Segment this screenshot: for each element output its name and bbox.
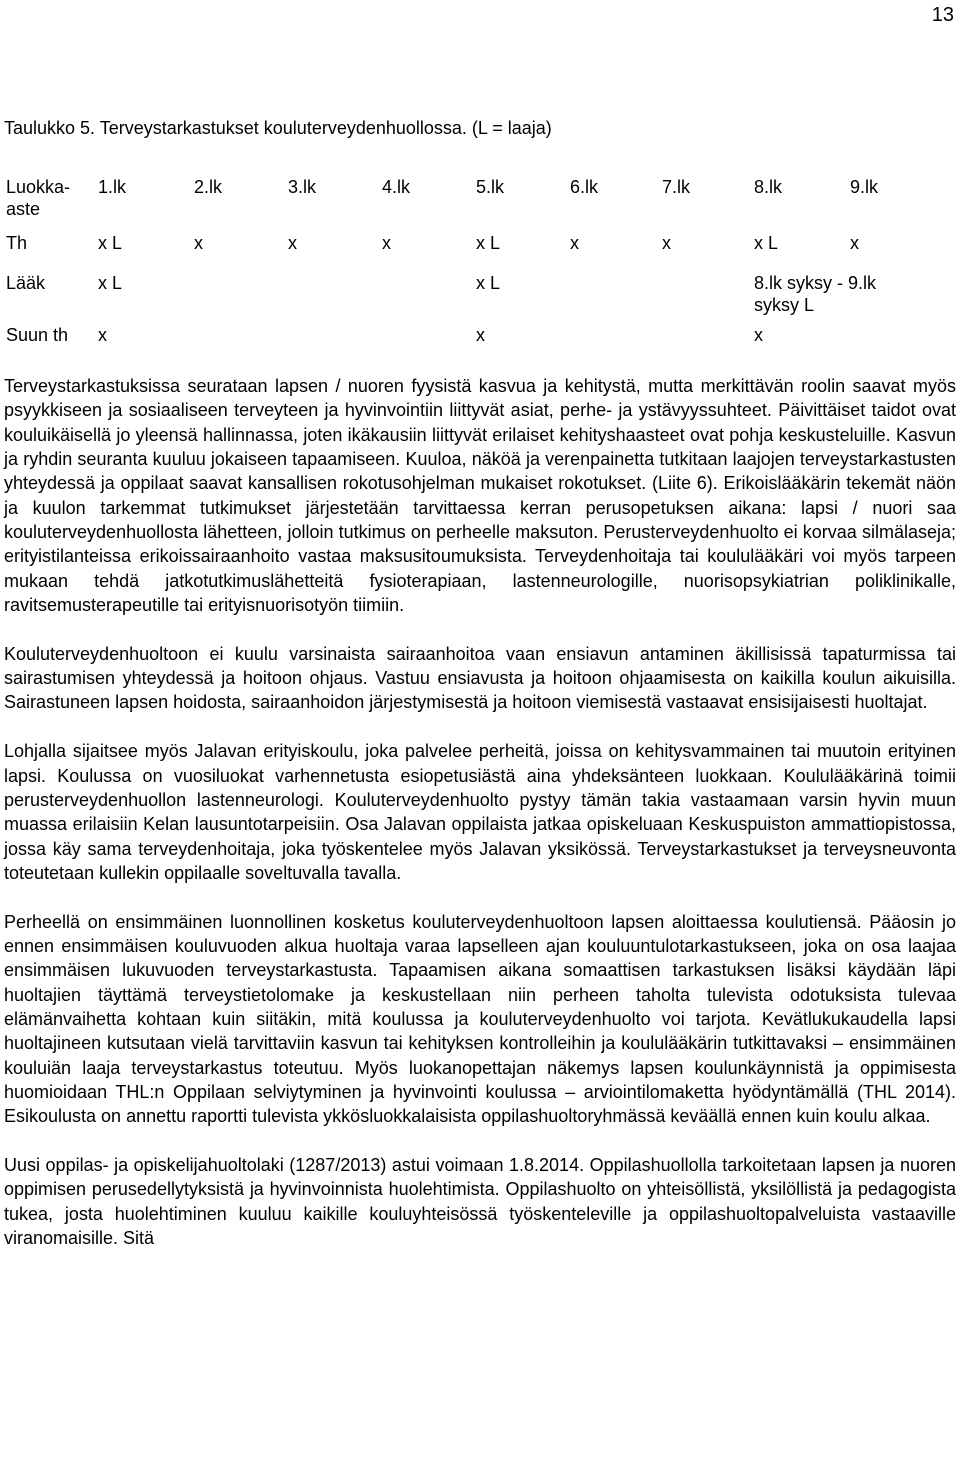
table-cell: x [570, 233, 579, 253]
header-cell: 2.lk [194, 177, 223, 197]
table-cell: x [382, 233, 391, 253]
table-cell: x [98, 325, 107, 345]
table-row [0, 268, 960, 320]
table-cell [844, 320, 960, 358]
header-cell: 5.lk [476, 177, 505, 197]
page-number: 13 [931, 4, 954, 26]
table-cell [188, 268, 282, 320]
table-cell: Th [6, 233, 28, 253]
paragraph: Lohjalla sijaitsee myös Jalavan erityiskoulu, joka palvelee perheitä, joissa on kehitysvammainen tai muutoin erityinen lapsi. Koulussa on vuosiluokat varhennetusta esiopetusiästä aina yhdeksänteen luokkaan. Koululääkärinä toimii perusterveydenhuollon lastenneurologi. Kouluterveydenhuolto pystyy tämän takia vastaamaan varsin hyvin muun muassa erilaisiin Kelan lausuntotarpeisiin. Osa Jalavan oppilaista jatkaa opiskeluaan Keskuspuiston ammattiopistossa, jossa käy sama terveydenhoitaja, joka työskentelee myös Jalavan yksikössä. Terveystarkastukset ja terveysneuvonta toteutetaan kullekin oppilaalle soveltuvalla tavalla. [4, 741, 956, 883]
table-cell: x [194, 233, 203, 253]
table-cell: x [288, 233, 297, 253]
table-row [0, 228, 960, 268]
table-cell [188, 320, 282, 358]
table-cell [564, 268, 656, 320]
table-cell: Lääk [6, 273, 46, 293]
header-cell: 3.lk [288, 177, 317, 197]
table-cell [376, 268, 470, 320]
table-cell: x L [476, 233, 501, 253]
paragraph: Uusi oppilas- ja opiskelijahuoltolaki (1287/2013) astui voimaan 1.8.2014. Oppilashuollolla tarkoitetaan lapsen ja nuoren oppimisen perusedellytyksistä ja hyvinvoinnista huolehtimista. Oppilashuolto on yhteisöllistä, yksilöllistä ja pedagogista tukea, josta huolehtiminen kuuluu kaikille kouluyhteisössä työskenteleville ja oppilashuoltopalveluista vastaaville viranomaisille. Sitä [4, 1155, 956, 1249]
table-cell: Suun th [6, 325, 69, 345]
table-cell [282, 268, 376, 320]
table-caption: Taulukko 5. Terveystarkastukset kouluterveydenhuollossa. (L = laaja) [4, 118, 552, 138]
paragraph: Perheellä on ensimmäinen luonnollinen kosketus kouluterveydenhuoltoon lapsen aloittaessa koulutiensä. Pääosin jo ennen ensimmäisen kouluvuoden alkua huoltaja varaa lapselleen ajan kouluuntulotarkastukseen, joka on osa laajaa ensimmäisen lukuvuoden terveystarkastusta. Tapaamisen aikana somaattisen tarkastuksen lisäksi käydään läpi huoltajien täyttämä terveystietolomake ja keskustellaan niin perheen taholta tulevista odotuksista tulevaa elämänvaihetta kohtaan kuin siitäkin, mitä koulussa ja kouluterveydenhuolto voi tarjota. Kevätlukukaudella lapsi huoltajineen kutsutaan vielä tarvittaviin kasvun tai kehityksen kontrolleihin ja koululääkärin tutkittavaksi – ensimmäinen kouluiän laaja terveystarkastus toteutuu. Myös luokanopettajan näkemys lapsen koulunkäynnistä ja oppimisesta huomioidaan THL:n Oppilaan selviytyminen ja hyvinvointi koulussa – arviointilomaketta hyödyntämällä (THL 2014). Esikoulusta on annettu raportti tulevista ykkösluokkalaisista oppilashuoltoryhmässä keväällä ennen kuin koulu alkaa. [4, 911, 956, 1127]
table-cell: x [476, 325, 485, 345]
table-cell: x [754, 325, 763, 345]
table-cell: x [662, 233, 671, 253]
table-cell: 8.lk syksy - 9.lk syksy L [754, 273, 877, 315]
table-cell: x L [98, 233, 123, 253]
header-cell: Luokka-aste [6, 177, 71, 219]
table-cell [376, 320, 470, 358]
header-cell: 1.lk [98, 177, 127, 197]
table-cell: x L [98, 273, 123, 293]
header-cell: 9.lk [850, 177, 879, 197]
header-cell: 7.lk [662, 177, 691, 197]
body-text [4, 374, 956, 1250]
paragraph: Terveystarkastuksissa seurataan lapsen / nuoren fyysistä kasvua ja kehitystä, mutta merkittävän roolin saavat myös psyykkiseen ja sosiaaliseen terveyteen ja hyvinvointiin liittyvät asiat, perhe- ja ystävyyssuhteet. Päivittäiset taidot ovat kouluikäisellä jo yleensä hallinnassa, joten ikäkausiin liittyvät erilaiset kehityshaasteet ovat pohja keskusteluille. Kasvun ja ryhdin seuranta kuuluu jokaiseen tapaamiseen. Kuuloa, näköä ja verenpainetta tutkitaan laajojen terveystarkastusten yhteydessä ja oppilaat saavat kansallisen rokotusohjelman mukaiset rokotukset. (Liite 6). Erikoislääkärin tekemät näön ja kuulon tarkemmat tutkimukset järjestetään tarvittaessa kerran perusopetuksen aikana: lapsi / nuori saa kouluterveydenhuollosta lähetteen, jolloin tutkimus on perheelle maksuton. Perusterveydenhuolto ei korvaa silmälaseja; erityistilanteissa erikoissairaanhoito vastaa maksusitoumuksista. Terveydenhoitaja tai koululääkäri voi myös tarpeen mukaan tehdä jatkotutkimuslähetteitä fysioterapiaan, lastenneurologille, nuorisopsykiatrian poliklinikalle, ravitsemusterapeutille tai erityisnuorisotyön tiimiin. [4, 376, 956, 616]
header-cell: 6.lk [570, 177, 599, 197]
health-check-table [0, 172, 960, 358]
table-cell [656, 268, 748, 320]
table-cell [564, 320, 656, 358]
paragraph: Kouluterveydenhuoltoon ei kuulu varsinaista sairaanhoitoa vaan ensiavun antaminen äkillisissä tapaturmissa tai sairastumisen yhteydessä ja hoitoon ohjaus. Vastuu ensiavusta ja hoitoon ohjaamisesta on kaikilla koulun aikuisilla. Sairastuneen lapsen hoidosta, sairaanhoidon järjestymisestä ja hoitoon viemisestä vastaavat ensisijaisesti huoltajat. [4, 643, 956, 713]
header-cell: 4.lk [382, 177, 411, 197]
table-cell: x L [754, 233, 779, 253]
table-row [0, 320, 960, 358]
table-cell: x L [476, 273, 501, 293]
table-header-row [0, 172, 960, 228]
table-cell [282, 320, 376, 358]
table-cell: x [850, 233, 859, 253]
header-cell: 8.lk [754, 177, 783, 197]
table-cell [656, 320, 748, 358]
